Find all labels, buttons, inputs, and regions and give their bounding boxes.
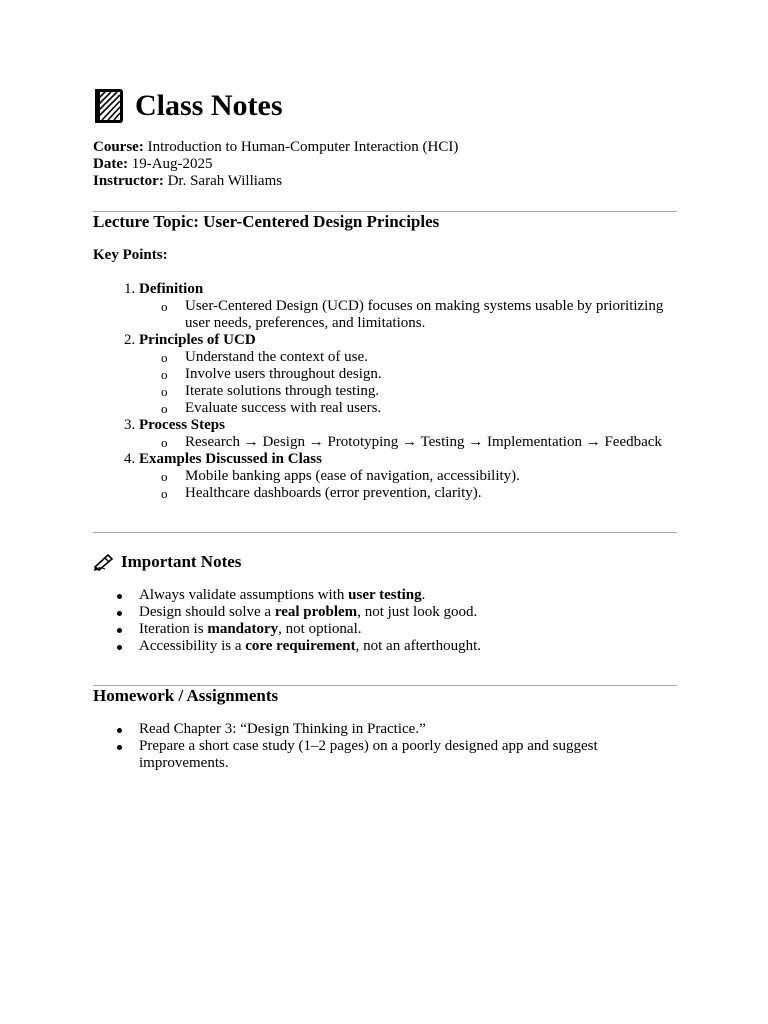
list-item: Read Chapter 3: “Design Thinking in Practice.” <box>139 721 677 738</box>
key-point-item <box>139 451 677 502</box>
instructor-label: Instructor: <box>93 173 164 189</box>
list-item: Iteration is mandatory, not optional. <box>139 621 677 638</box>
lecture-heading: Lecture Topic: User-Centered Design Principles <box>93 212 440 231</box>
date-label: Date: <box>93 156 128 172</box>
key-point-label: Process Steps <box>139 417 225 433</box>
pencil-icon <box>93 553 115 571</box>
key-point-item <box>139 417 677 451</box>
sub-item: o Mobile banking apps (ease of navigation, accessibility). <box>185 468 677 485</box>
key-point-label: Examples Discussed in Class <box>139 451 322 467</box>
notebook-icon <box>93 88 125 124</box>
important-notes-list <box>93 587 677 655</box>
key-point-item <box>139 281 677 332</box>
key-point-item <box>139 332 677 417</box>
important-notes-heading: Important Notes <box>121 552 242 571</box>
date-line <box>93 156 677 173</box>
key-points-label: Key Points: <box>93 247 168 263</box>
course-line <box>93 139 677 156</box>
list-item: Prepare a short case study (1–2 pages) on a poorly designed app and suggest improvements. <box>139 738 677 772</box>
key-point-label: Definition <box>139 281 204 297</box>
list-item: Always validate assumptions with user testing. <box>139 587 677 604</box>
sub-item: o Evaluate success with real users. <box>185 400 677 417</box>
key-points-list <box>93 281 677 502</box>
list-item: Accessibility is a core requirement, not an afterthought. <box>139 638 677 655</box>
instructor-value: Dr. Sarah Williams <box>163 173 283 189</box>
sub-item: o Iterate solutions through testing. <box>185 383 677 400</box>
title-row <box>93 86 677 126</box>
document-page <box>93 86 677 772</box>
key-point-label: Principles of UCD <box>139 332 256 348</box>
course-meta <box>93 139 677 190</box>
homework-heading: Homework / Assignments <box>93 686 279 705</box>
list-item: Design should solve a real problem, not just look good. <box>139 604 677 621</box>
sub-list <box>139 434 677 451</box>
homework-list <box>93 721 677 772</box>
instructor-line <box>93 173 677 190</box>
sub-list <box>139 468 677 502</box>
sub-item: o Involve users throughout design. <box>185 366 677 383</box>
page-title: Class Notes <box>135 89 283 122</box>
divider <box>93 532 677 533</box>
date-value: 19-Aug-2025 <box>127 156 213 172</box>
course-value: Introduction to Human-Computer Interaction (HCI) <box>143 139 459 155</box>
sub-item: o User-Centered Design (UCD) focuses on making systems usable by prioritizing user needs, preferences, and limitations. <box>185 298 677 332</box>
sub-item: o Understand the context of use. <box>185 349 677 366</box>
course-label: Course: <box>93 139 144 155</box>
sub-list <box>139 349 677 417</box>
sub-list <box>139 298 677 332</box>
sub-item: o Healthcare dashboards (error prevention, clarity). <box>185 485 677 502</box>
sub-item: o Research → Design → Prototyping → Testing → Implementation → Feedback <box>185 434 677 451</box>
important-notes-header <box>93 552 677 572</box>
